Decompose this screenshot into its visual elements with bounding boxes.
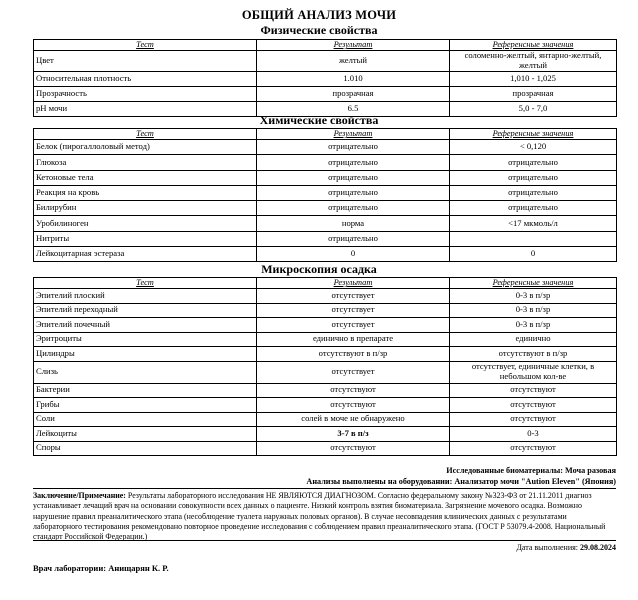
table-row xyxy=(34,51,617,72)
column-header-result: Результат xyxy=(257,129,450,140)
table-row xyxy=(34,347,617,362)
reference-cell: соломенно-желтый, янтарно-желтый, желтый xyxy=(450,51,617,72)
reference-cell: <17 мкмоль/л xyxy=(450,216,617,231)
reference-cell: отсутствует, единичные клетки, в небольшом кол-ве xyxy=(450,361,617,383)
report-title: ОБЩИЙ АНАЛИЗ МОЧИ xyxy=(241,8,397,22)
table-row xyxy=(34,318,617,333)
table-row xyxy=(34,170,617,185)
reference-cell: < 0,120 xyxy=(450,140,617,155)
reference-cell: 0 xyxy=(450,247,617,262)
table-row xyxy=(34,289,617,304)
result-cell: отсутствуют xyxy=(257,398,450,413)
doctor-label: Врач лаборатории: xyxy=(33,563,107,573)
result-cell: отсутствуют xyxy=(257,383,450,398)
reference-cell: 0-3 в п/зр xyxy=(450,289,617,304)
result-cell: отсутствуют xyxy=(257,441,450,456)
header-row xyxy=(34,278,617,289)
table-row xyxy=(34,412,617,427)
result-cell: 3-7 в п/з xyxy=(257,427,450,442)
table-row xyxy=(34,71,617,86)
microscopy-table xyxy=(33,277,617,456)
test-name-cell: Уробилиноген xyxy=(34,216,257,231)
reference-cell: 0-3 в п/зр xyxy=(450,303,617,318)
test-name-cell: pH мочи xyxy=(34,101,257,116)
test-name-cell: Лейкоциты xyxy=(34,427,257,442)
reference-cell: отрицательно xyxy=(450,170,617,185)
reference-cell: отрицательно xyxy=(450,185,617,200)
microscopy-rows xyxy=(34,289,617,456)
microscopy-heading: Микроскопия осадка xyxy=(261,262,377,276)
test-name-cell: Эритроциты xyxy=(34,332,257,347)
header-row xyxy=(34,40,617,51)
reference-cell: отсутствуют xyxy=(450,441,617,456)
result-cell: 0 xyxy=(257,247,450,262)
result-cell: солей в моче не обнаружено xyxy=(257,412,450,427)
table-row xyxy=(34,441,617,456)
result-cell: 6.5 xyxy=(257,101,450,116)
table-row xyxy=(34,332,617,347)
test-name-cell: Споры xyxy=(34,441,257,456)
table-row xyxy=(34,398,617,413)
column-header-test: Тест xyxy=(34,129,257,140)
test-name-cell: Бактерии xyxy=(34,383,257,398)
test-name-cell: Прозрачность xyxy=(34,86,257,101)
doctor-name: Анищарян К. Р. xyxy=(108,563,169,573)
table-row xyxy=(34,216,617,231)
test-name-cell: Эпителий переходный xyxy=(34,303,257,318)
column-header-reference: Референсные значения xyxy=(450,129,617,140)
column-header-result: Результат xyxy=(257,278,450,289)
result-cell: отрицательно xyxy=(257,185,450,200)
result-cell: отрицательно xyxy=(257,201,450,216)
result-cell: отсутствуют в п/зр xyxy=(257,347,450,362)
divider xyxy=(33,540,616,541)
test-name-cell: Нитриты xyxy=(34,231,257,246)
test-name-cell: Эпителий почечный xyxy=(34,318,257,333)
column-header-test: Тест xyxy=(34,278,257,289)
test-name-cell: Слизь xyxy=(34,361,257,383)
biomaterial-line: Исследованные биоматериалы: Моча разовая xyxy=(446,466,616,475)
result-cell: отсутствует xyxy=(257,318,450,333)
column-header-reference: Референсные значения xyxy=(450,278,617,289)
test-name-cell: Грибы xyxy=(34,398,257,413)
table-row xyxy=(34,140,617,155)
physical-heading: Физические свойства xyxy=(260,23,378,37)
column-header-test: Тест xyxy=(34,40,257,51)
date-value: 29.08.2024 xyxy=(580,543,616,552)
conclusion-label: Заключение/Примечание: xyxy=(33,491,126,500)
result-cell: отрицательно xyxy=(257,170,450,185)
table-row xyxy=(34,427,617,442)
date-label: Дата выполнения: xyxy=(516,543,578,552)
result-cell: отсутствует xyxy=(257,361,450,383)
result-cell: 1.010 xyxy=(257,71,450,86)
column-header-result: Результат xyxy=(257,40,450,51)
conclusion-text: Результаты лабораторного исследования НЕ ЯВЛЯЮТСЯ ДИАГНОЗОМ. Согласно федеральному закону №323-ФЗ от 21.11.2011 диагноз устанавливает лечащий врач на основании совокупности всех данных о пациенте. Низкий контроль взятия биоматериала. Загрязнение мочевого осадка. Возможно нарушение правил преаналитического этапа (несоблюдение туалета наружных половых органов). В случае несовпадения клинических данных с результатами лабораторного тестирования рекомендовано повторное проведение исследования с соблюдением правил преаналитического этапа. (ГОСТ Р 53079.4-2008. Национальный стандарт Российской Федерации.) xyxy=(33,491,606,542)
test-name-cell: Цвет xyxy=(34,51,257,72)
test-name-cell: Реакция на кровь xyxy=(34,185,257,200)
table-row xyxy=(34,201,617,216)
reference-cell: 0-3 в п/зр xyxy=(450,318,617,333)
reference-cell: отрицательно xyxy=(450,201,617,216)
execution-date xyxy=(516,543,616,552)
test-name-cell: Относительная плотность xyxy=(34,71,257,86)
table-row xyxy=(34,247,617,262)
test-name-cell: Кетоновые тела xyxy=(34,170,257,185)
reference-cell: 1,010 - 1,025 xyxy=(450,71,617,86)
test-name-cell: Эпителий плоский xyxy=(34,289,257,304)
reference-cell: отсутствуют xyxy=(450,383,617,398)
column-header-reference: Референсные значения xyxy=(450,40,617,51)
test-name-cell: Билирубин xyxy=(34,201,257,216)
chemical-heading: Химические свойства xyxy=(259,113,379,127)
header-row xyxy=(34,129,617,140)
divider xyxy=(33,488,616,489)
result-cell: единично в препарате xyxy=(257,332,450,347)
reference-cell: отсутствуют xyxy=(450,412,617,427)
table-row xyxy=(34,185,617,200)
test-name-cell: Цилиндры xyxy=(34,347,257,362)
result-cell: отсутствует xyxy=(257,303,450,318)
analyzer-line: Анализы выполнены на оборудовании: Анализатор мочи "Aution Eleven" (Япония) xyxy=(306,477,616,486)
test-name-cell: Белок (пирогаллоловый метод) xyxy=(34,140,257,155)
test-name-cell: Соли xyxy=(34,412,257,427)
physical-table xyxy=(33,39,617,117)
result-cell: отрицательно xyxy=(257,140,450,155)
chemical-table xyxy=(33,128,617,262)
table-row xyxy=(34,303,617,318)
doctor-line xyxy=(33,563,169,573)
reference-cell: отсутствуют xyxy=(450,398,617,413)
reference-cell: 5,0 - 7,0 xyxy=(450,101,617,116)
result-cell: отрицательно xyxy=(257,155,450,170)
table-row xyxy=(34,155,617,170)
reference-cell: отрицательно xyxy=(450,155,617,170)
result-cell: прозрачная xyxy=(257,86,450,101)
result-cell: отсутствует xyxy=(257,289,450,304)
table-row xyxy=(34,231,617,246)
table-row xyxy=(34,383,617,398)
result-cell: норма xyxy=(257,216,450,231)
result-cell: отрицательно xyxy=(257,231,450,246)
reference-cell: единично xyxy=(450,332,617,347)
reference-cell: 0-3 xyxy=(450,427,617,442)
conclusion-block xyxy=(33,491,613,542)
reference-cell: отсутствуют в п/зр xyxy=(450,347,617,362)
physical-rows xyxy=(34,51,617,117)
reference-cell xyxy=(450,231,617,246)
table-row xyxy=(34,86,617,101)
reference-cell: прозрачная xyxy=(450,86,617,101)
chemical-rows xyxy=(34,140,617,262)
test-name-cell: Лейкоцитарная эстераза xyxy=(34,247,257,262)
table-row xyxy=(34,361,617,383)
result-cell: желтый xyxy=(257,51,450,72)
test-name-cell: Глюкоза xyxy=(34,155,257,170)
